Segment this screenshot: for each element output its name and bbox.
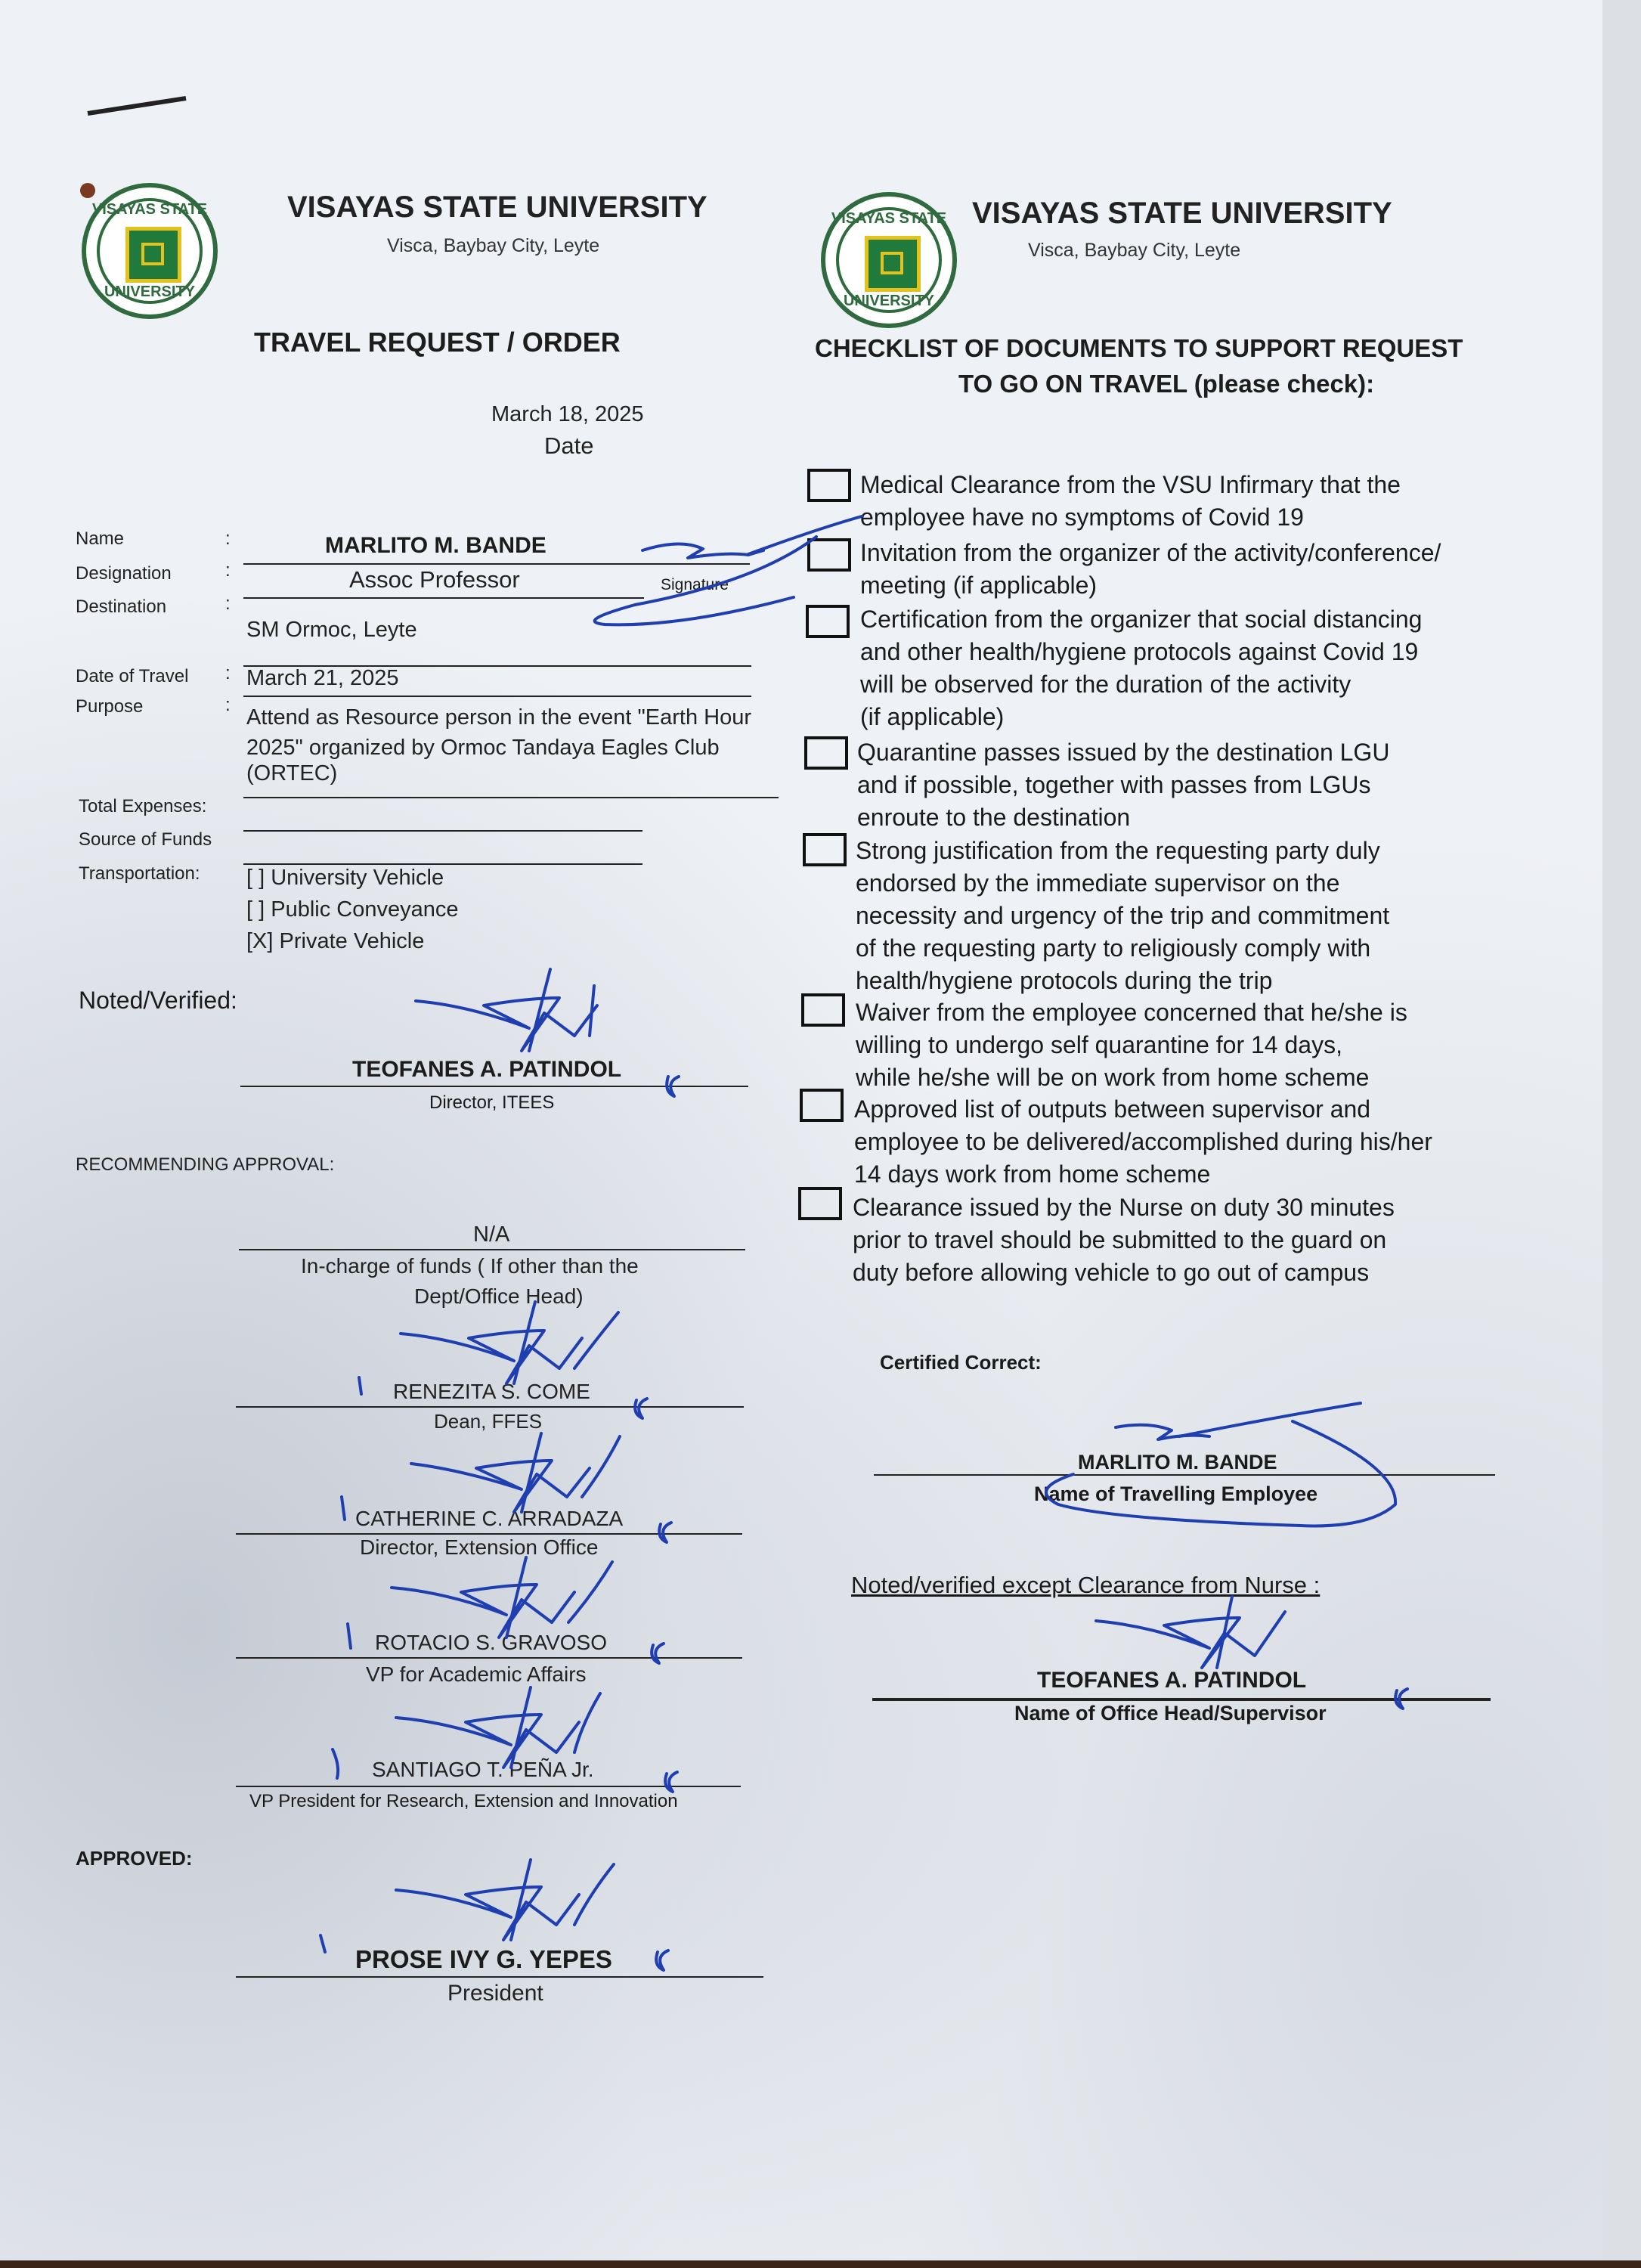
signatory-3-line xyxy=(236,1657,742,1659)
checklist-title-2: TO GO ON TRAVEL (please check): xyxy=(958,370,1375,398)
employee-caption: Name of Travelling Employee xyxy=(1034,1483,1318,1505)
noted-except-label: Noted/verified except Clearance from Nurse : xyxy=(851,1572,1321,1598)
signatory-1-position: Dean, FFES xyxy=(434,1410,543,1433)
destination-label: Destination xyxy=(76,596,167,617)
funds-desc-1: In-charge of funds ( If other than the xyxy=(301,1254,639,1278)
employee-line xyxy=(874,1474,1495,1476)
signature-label: Signature xyxy=(661,576,729,593)
approver-position: President xyxy=(447,1981,543,2006)
source-of-funds-line xyxy=(243,863,642,865)
date-of-travel-label: Date of Travel xyxy=(76,666,189,686)
supervisor-line xyxy=(872,1698,1491,1701)
purpose-line xyxy=(243,797,779,798)
signatory-4-name: SANTIAGO T. PEÑA Jr. xyxy=(372,1758,594,1781)
signatory-1-name: RENEZITA S. COME xyxy=(393,1380,590,1403)
checklist-item-6: Waiver from the employee concerned that he/she is willing to undergo self quarantine for 14 days, while he/she will be on work from home scheme xyxy=(856,999,1407,1091)
transportation-label: Transportation: xyxy=(79,863,200,884)
colon: : xyxy=(225,695,231,715)
checklist-item-8: Clearance issued by the Nurse on duty 30 minutes prior to travel should be submitted to the guard on duty before allowing vehicle to go out of campus xyxy=(853,1194,1395,1286)
colon: : xyxy=(225,560,231,581)
request-date: March 18, 2025 xyxy=(491,402,644,426)
university-address-right: Visca, Baybay City, Leyte xyxy=(1028,240,1241,261)
signatory-3-name: ROTACIO S. GRAVOSO xyxy=(375,1631,608,1654)
colon: : xyxy=(225,528,231,549)
date-label: Date xyxy=(544,432,594,459)
checkbox-justification[interactable] xyxy=(803,833,847,866)
source-of-funds-label: Source of Funds xyxy=(79,829,212,850)
university-seal-left: VISAYAS STATE UNIVERSITY xyxy=(82,183,218,319)
signatory-1-line xyxy=(236,1406,744,1408)
signatory-2-name: CATHERINE C. ARRADAZA xyxy=(355,1507,624,1530)
checklist-item-3: Certification from the organizer that social distancing and other health/hygiene protocols against Covid 19 will be observed for the duration of the activity (if applicable) xyxy=(860,606,1423,730)
name-label: Name xyxy=(76,528,125,549)
total-expenses-line xyxy=(243,830,642,832)
name-line xyxy=(243,563,750,565)
approver-name: PROSE IVY G. YEPES xyxy=(355,1945,612,1973)
signatory-4-position: VP President for Research, Extension and Innovation xyxy=(249,1791,678,1811)
noted-position: Director, ITEES xyxy=(429,1092,555,1113)
transport-university-vehicle[interactable]: [ ] University Vehicle xyxy=(246,866,444,890)
colon: : xyxy=(225,593,231,614)
noted-name: TEOFANES A. PATINDOL xyxy=(352,1057,622,1082)
supervisor-caption: Name of Office Head/Supervisor xyxy=(1014,1702,1327,1724)
purpose-label: Purpose xyxy=(76,696,144,717)
checklist-item-1: Medical Clearance from the VSU Infirmary that the employee have no symptoms of Covid 19 xyxy=(860,471,1401,531)
checkbox-medical-clearance[interactable] xyxy=(807,469,851,502)
university-seal-right: VISAYAS STATE UNIVERSITY xyxy=(821,192,957,328)
transport-private-vehicle[interactable]: [X] Private Vehicle xyxy=(246,929,425,953)
noted-line xyxy=(240,1086,748,1087)
checkbox-quarantine-passes[interactable] xyxy=(804,736,848,770)
employee-name: MARLITO M. BANDE xyxy=(1078,1451,1277,1473)
noted-verified-label: Noted/Verified: xyxy=(79,987,237,1014)
checklist-item-5: Strong justification from the requesting party duly endorsed by the immediate supervisor on the necessity and urgency of the trip and commitment of the requesting party to religiously comply with health/hygiene protocols during the trip xyxy=(856,837,1390,994)
date-of-travel-line xyxy=(243,696,751,697)
funds-value: N/A xyxy=(473,1222,510,1247)
signatory-4-line xyxy=(236,1786,741,1787)
university-address-left: Visca, Baybay City, Leyte xyxy=(387,235,600,256)
university-name-left: VISAYAS STATE UNIVERSITY xyxy=(287,191,707,224)
destination-value: SM Ormoc, Leyte xyxy=(246,618,417,642)
checklist-title-1: CHECKLIST OF DOCUMENTS TO SUPPORT REQUEST xyxy=(815,334,1463,362)
signatory-2-line xyxy=(236,1533,742,1535)
checkbox-waiver[interactable] xyxy=(801,993,845,1027)
designation-value: Assoc Professor xyxy=(349,566,520,593)
checklist-item-4: Quarantine passes issued by the destination LGU and if possible, together with passes from LGUs enroute to the destination xyxy=(857,739,1390,831)
approved-label: APPROVED: xyxy=(76,1847,193,1870)
recommending-approval-label: RECOMMENDING APPROVAL: xyxy=(76,1154,335,1175)
certified-correct-label: Certified Correct: xyxy=(880,1351,1042,1374)
purpose-line-2: 2025" organized by Ormoc Tandaya Eagles Club xyxy=(246,736,720,760)
checkbox-certification[interactable] xyxy=(806,605,850,638)
checkbox-invitation[interactable] xyxy=(807,538,851,572)
checklist-item-2: Invitation from the organizer of the activity/conference/ meeting (if applicable) xyxy=(860,539,1441,599)
funds-desc-2: Dept/Office Head) xyxy=(414,1284,584,1308)
purpose-line-1: Attend as Resource person in the event "Earth Hour xyxy=(246,705,752,730)
colon: : xyxy=(225,663,231,683)
designation-line xyxy=(243,597,644,599)
university-name-right: VISAYAS STATE UNIVERSITY xyxy=(972,197,1392,230)
name-value: MARLITO M. BANDE xyxy=(325,533,546,558)
form-title: TRAVEL REQUEST / ORDER xyxy=(254,327,621,358)
date-of-travel-value: March 21, 2025 xyxy=(246,666,399,690)
total-expenses-label: Total Expenses: xyxy=(79,796,207,816)
purpose-line-3: (ORTEC) xyxy=(246,761,338,785)
supervisor-name: TEOFANES A. PATINDOL xyxy=(1037,1668,1307,1693)
transport-public-conveyance[interactable]: [ ] Public Conveyance xyxy=(246,897,459,922)
funds-line xyxy=(239,1249,745,1250)
designation-label: Designation xyxy=(76,563,172,584)
checklist-item-7: Approved list of outputs between supervisor and employee to be delivered/accomplished during his/her 14 days work from home scheme xyxy=(854,1095,1432,1188)
checkbox-nurse-clearance[interactable] xyxy=(798,1187,842,1220)
signatory-3-position: VP for Academic Affairs xyxy=(366,1662,587,1686)
approver-line xyxy=(236,1976,763,1978)
checkbox-approved-outputs[interactable] xyxy=(800,1089,844,1122)
signatory-2-position: Director, Extension Office xyxy=(360,1535,599,1559)
